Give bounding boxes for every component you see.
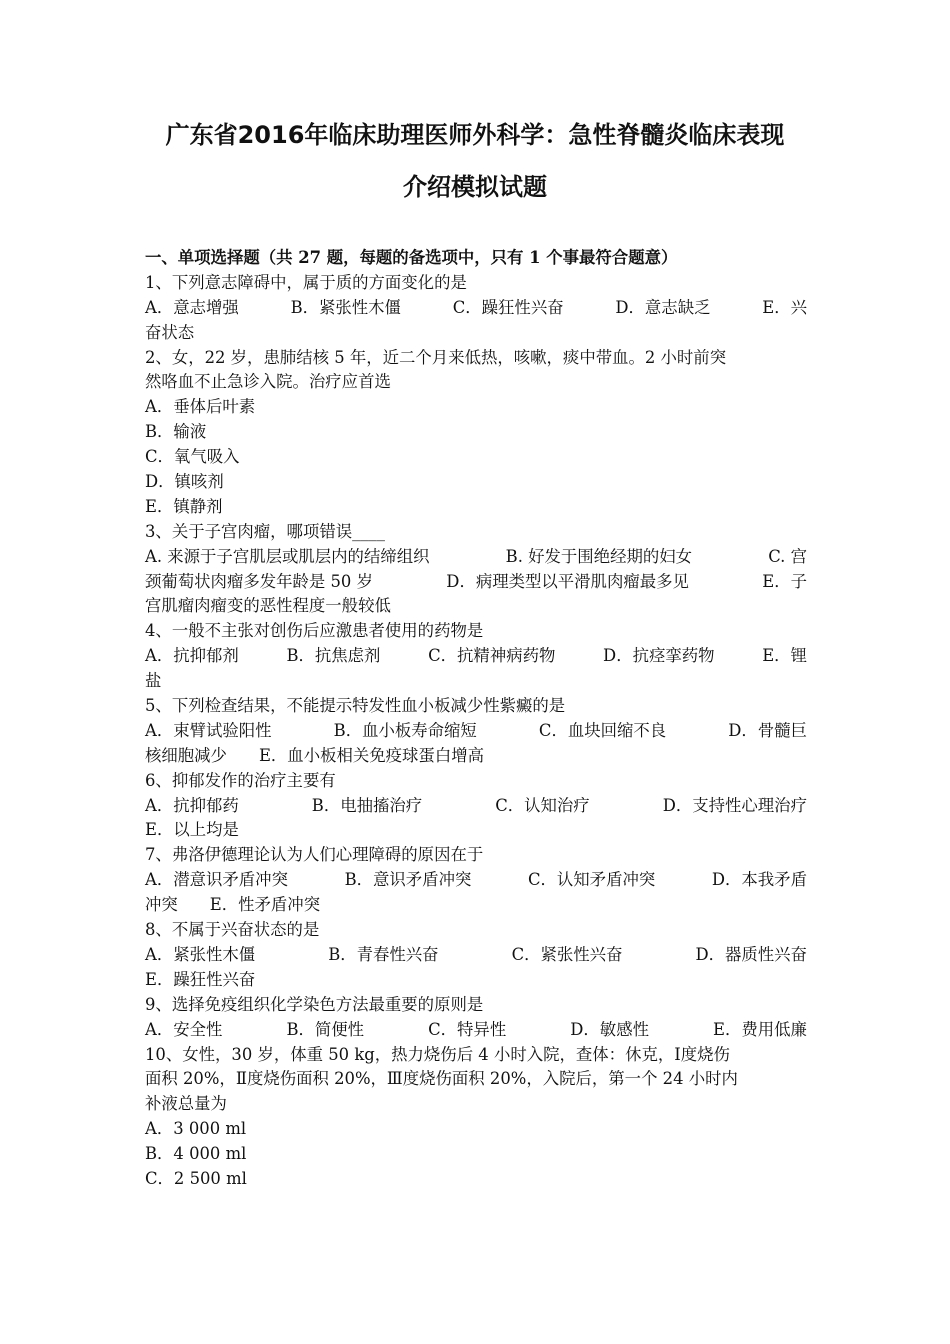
option: A．安全性 <box>145 1019 223 1039</box>
question-5-stem: 5、下列检查结果，不能提示特发性血小板减少性紫癜的是 <box>145 696 566 716</box>
page-title-line1: 广东省2016年临床助理医师外科学：急性脊髓炎临床表现 <box>165 121 785 149</box>
option: E．血小板相关免疫球蛋白增高 <box>258 745 484 765</box>
question-4-continuation: 盐 <box>145 671 162 691</box>
option: E．费用低廉 <box>713 1019 807 1039</box>
option: C．抗精神病药物 <box>428 646 556 666</box>
question-3-options-line1 <box>145 545 807 570</box>
option: E．兴 <box>762 297 807 317</box>
option: B．青春性兴奋 <box>328 944 439 964</box>
option: D．器质性兴奋 <box>695 944 807 964</box>
question-7-options-line2 <box>145 893 807 918</box>
option: D．敏感性 <box>570 1019 649 1039</box>
option: B. 好发于围绝经期的妇女 <box>505 546 693 566</box>
option: C．躁狂性兴奋 <box>452 297 564 317</box>
question-4-options <box>145 644 807 669</box>
option: E．性矛盾冲突 <box>209 895 321 915</box>
option: A．紧张性木僵 <box>145 944 256 964</box>
option: C．特异性 <box>428 1019 507 1039</box>
option: 冲突 <box>145 895 178 915</box>
question-9-options <box>145 1018 807 1043</box>
question-3-stem: 3、关于子宫肉瘤，哪项错误____ <box>145 521 385 541</box>
question-5-options <box>145 719 807 744</box>
section-heading: 一、单项选择题（共 27 题，每题的备选项中，只有 1 个事最符合题意） <box>145 248 678 267</box>
option: C．认知治疗 <box>495 795 590 815</box>
question-1-continuation: 奋状态 <box>145 322 195 342</box>
option: D．支持性心理治疗 <box>662 795 807 815</box>
page-title-line2: 介绍模拟试题 <box>403 173 547 201</box>
option: B．电抽搐治疗 <box>311 795 423 815</box>
question-3-options-line2 <box>145 570 807 595</box>
option: A．意志增强 <box>145 297 239 317</box>
option: E．锂 <box>762 646 807 666</box>
question-8-continuation: E．躁狂性兴奋 <box>145 969 256 989</box>
question-4-stem: 4、一般不主张对创伤后应激患者使用的药物是 <box>145 621 484 641</box>
option: B．意识矛盾冲突 <box>344 870 472 890</box>
option: C．紧张性兴奋 <box>511 944 623 964</box>
option: A．抗抑郁药 <box>145 795 239 815</box>
question-1-stem: 1、下列意志障碍中，属于质的方面变化的是 <box>145 272 467 292</box>
option: 颈葡萄状肉瘤多发年龄是 50 岁 <box>145 571 373 591</box>
question-7-stem: 7、弗洛伊德理论认为人们心理障碍的原因在于 <box>145 845 484 865</box>
question-8-stem: 8、不属于兴奋状态的是 <box>145 920 320 940</box>
option: E．镇静剂 <box>145 496 223 516</box>
question-6-options <box>145 794 807 819</box>
option: A．3 000 ml <box>145 1119 247 1139</box>
option: D．意志缺乏 <box>615 297 711 317</box>
option: D．抗痉挛药物 <box>603 646 715 666</box>
question-8-options <box>145 943 807 968</box>
option: 核细胞减少 <box>145 745 227 765</box>
option: A．束臂试验阳性 <box>145 720 272 740</box>
question-10-stem: 10、女性，30 岁，体重 50 kg，热力烧伤后 4 小时入院，查体：休克，Ⅰ度烧伤 <box>145 1044 730 1064</box>
option: B．抗焦虑剂 <box>286 646 381 666</box>
question-9-stem: 9、选择免疫组织化学染色方法最重要的原则是 <box>145 994 484 1014</box>
option: B．血小板寿命缩短 <box>333 720 477 740</box>
question-2-stem-cont: 然咯血不止急诊入院。治疗应首选 <box>145 372 391 392</box>
option: E．子 <box>762 571 807 591</box>
option: B．简便性 <box>286 1019 365 1039</box>
option: D．镇咳剂 <box>145 472 224 492</box>
question-10-stem-cont: 面积 20%，Ⅱ度烧伤面积 20%，Ⅲ度烧伤面积 20%，入院后，第一个 24 小时内 <box>145 1069 738 1089</box>
option: D．本我矛盾 <box>711 870 807 890</box>
option: A．垂体后叶素 <box>145 397 256 417</box>
question-3-continuation: 宫肌瘤肉瘤变的恶性程度一般较低 <box>145 596 391 616</box>
option: C．认知矛盾冲突 <box>527 870 656 890</box>
option: C. 宫 <box>768 546 807 566</box>
question-5-options-line2 <box>145 744 807 769</box>
option: C．血块回缩不良 <box>538 720 667 740</box>
question-10-stem-cont2: 补液总量为 <box>145 1094 227 1114</box>
option: B．紧张性木僵 <box>290 297 401 317</box>
question-6-stem: 6、抑郁发作的治疗主要有 <box>145 770 336 790</box>
option: A．潜意识矛盾冲突 <box>145 870 288 890</box>
question-2-stem: 2、女，22 岁，患肺结核 5 年，近二个月来低热，咳嗽，痰中带血。2 小时前突 <box>145 347 727 367</box>
document-body <box>145 246 807 1192</box>
question-1-options <box>145 296 807 321</box>
option: C．2 500 ml <box>145 1168 247 1188</box>
question-6-continuation: E．以上均是 <box>145 820 239 840</box>
option: D．病理类型以平滑肌肉瘤最多见 <box>446 571 689 591</box>
option: B．输液 <box>145 422 207 442</box>
option: A. 来源于子宫肌层或肌层内的结缔组织 <box>145 546 430 566</box>
option: C．氧气吸入 <box>145 447 240 467</box>
option: B．4 000 ml <box>145 1144 247 1164</box>
option: A．抗抑郁剂 <box>145 646 239 666</box>
question-7-options <box>145 868 807 893</box>
option: D．骨髓巨 <box>728 720 807 740</box>
